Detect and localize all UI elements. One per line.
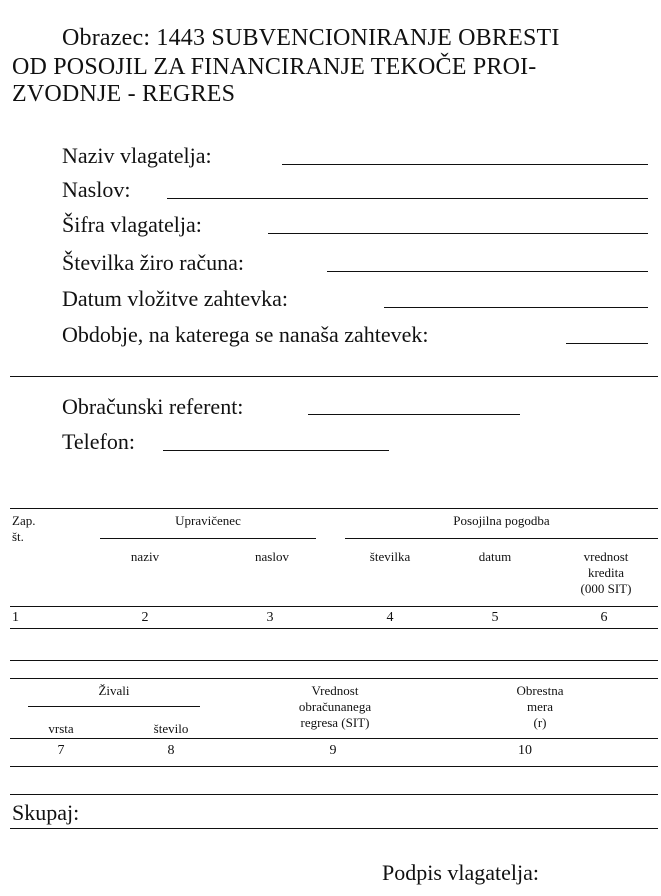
table1-num-1: 1 [12,610,19,625]
table1-upraviceneec-underline [100,538,316,539]
section-divider [10,376,658,377]
table1-num-5: 5 [491,610,499,625]
table1-num-6: 6 [600,610,608,625]
table2-col-vrsta: vrsta [48,721,74,736]
datum-label: Datum vložitve zahtevka: [62,286,289,311]
telefon-label: Telefon: [62,429,135,454]
telefon-line[interactable] [163,450,389,451]
table2-header-bottom [10,738,658,739]
form-title-line-1: Obrazec: 1443 SUBVENCIONIRANJE OBRESTI [62,25,560,51]
table2-col-vrednost-1: Vrednost [311,683,359,698]
table2-col-vrednost-2: obračunanega [298,699,372,714]
obdobje-line[interactable] [566,343,648,344]
form-title-line-3: ZVODNJE - REGRES [12,81,236,107]
table1-col-vrednost-1: vrednost [583,549,629,564]
table1-col-naziv: naziv [130,549,160,564]
obdobje-label: Obdobje, na katerega se nanaša zahtevek: [62,322,429,347]
table2-zivali-header: Živali [98,683,130,698]
table1-posojilna-header: Posojilna pogodba [453,513,550,528]
naslov-line[interactable] [167,198,648,199]
table2-col-obrestna-2: mera [527,699,553,714]
table1-header-bottom [10,606,658,607]
table1-num-3: 3 [266,610,274,625]
table1-upraviceneec-header: Upravičenec [175,513,241,528]
table1-posojilna-underline [345,538,658,539]
table2-col-vrednost-3: regresa (SIT) [300,715,370,730]
table2-zivali-underline [28,706,200,707]
skupaj-top-border [10,794,658,795]
table1-col-vrednost-3: (000 SIT) [580,581,632,596]
table2-num-10: 10 [518,743,532,758]
table1-num-2: 2 [141,610,149,625]
ziro-label: Številka žiro računa: [62,250,245,275]
sifra-line[interactable] [268,233,648,234]
table2-num-8: 8 [167,743,175,758]
table2-top-border [10,678,658,679]
table2-num-7: 7 [57,743,65,758]
table2-col-obrestna-1: Obrestna [516,683,564,698]
table2-col-stevilo: število [153,721,189,736]
skupaj-bottom-border [10,828,658,829]
datum-line[interactable] [384,307,648,308]
naslov-label: Naslov: [62,177,131,202]
skupaj-label: Skupaj: [12,800,80,825]
naziv-line[interactable] [282,164,648,165]
table1-st-header: št. [12,529,24,544]
table1-col-vrednost-2: kredita [587,565,625,580]
table1-col-stevilka: številka [369,549,411,564]
table1-row-bottom [10,660,658,661]
referent-label: Obračunski referent: [62,394,244,419]
table1-num-bottom [10,628,658,629]
table2-num-bottom [10,766,658,767]
table1-col-naslov: naslov [255,549,289,564]
table2-col-obrestna-3: (r) [533,715,547,730]
podpis-label: Podpis vlagatelja: [382,860,540,885]
table1-zap-header: Zap. [12,513,36,528]
sifra-label: Šifra vlagatelja: [62,212,202,237]
table2-num-9: 9 [329,743,337,758]
table1-col-datum: datum [478,549,512,564]
table1-num-4: 4 [386,610,394,625]
naziv-label: Naziv vlagatelja: [62,143,212,168]
table1-top-border [10,508,658,509]
ziro-line[interactable] [327,271,648,272]
referent-line[interactable] [308,414,520,415]
form-title-line-2: OD POSOJIL ZA FINANCIRANJE TEKOČE PROI- [12,54,537,80]
